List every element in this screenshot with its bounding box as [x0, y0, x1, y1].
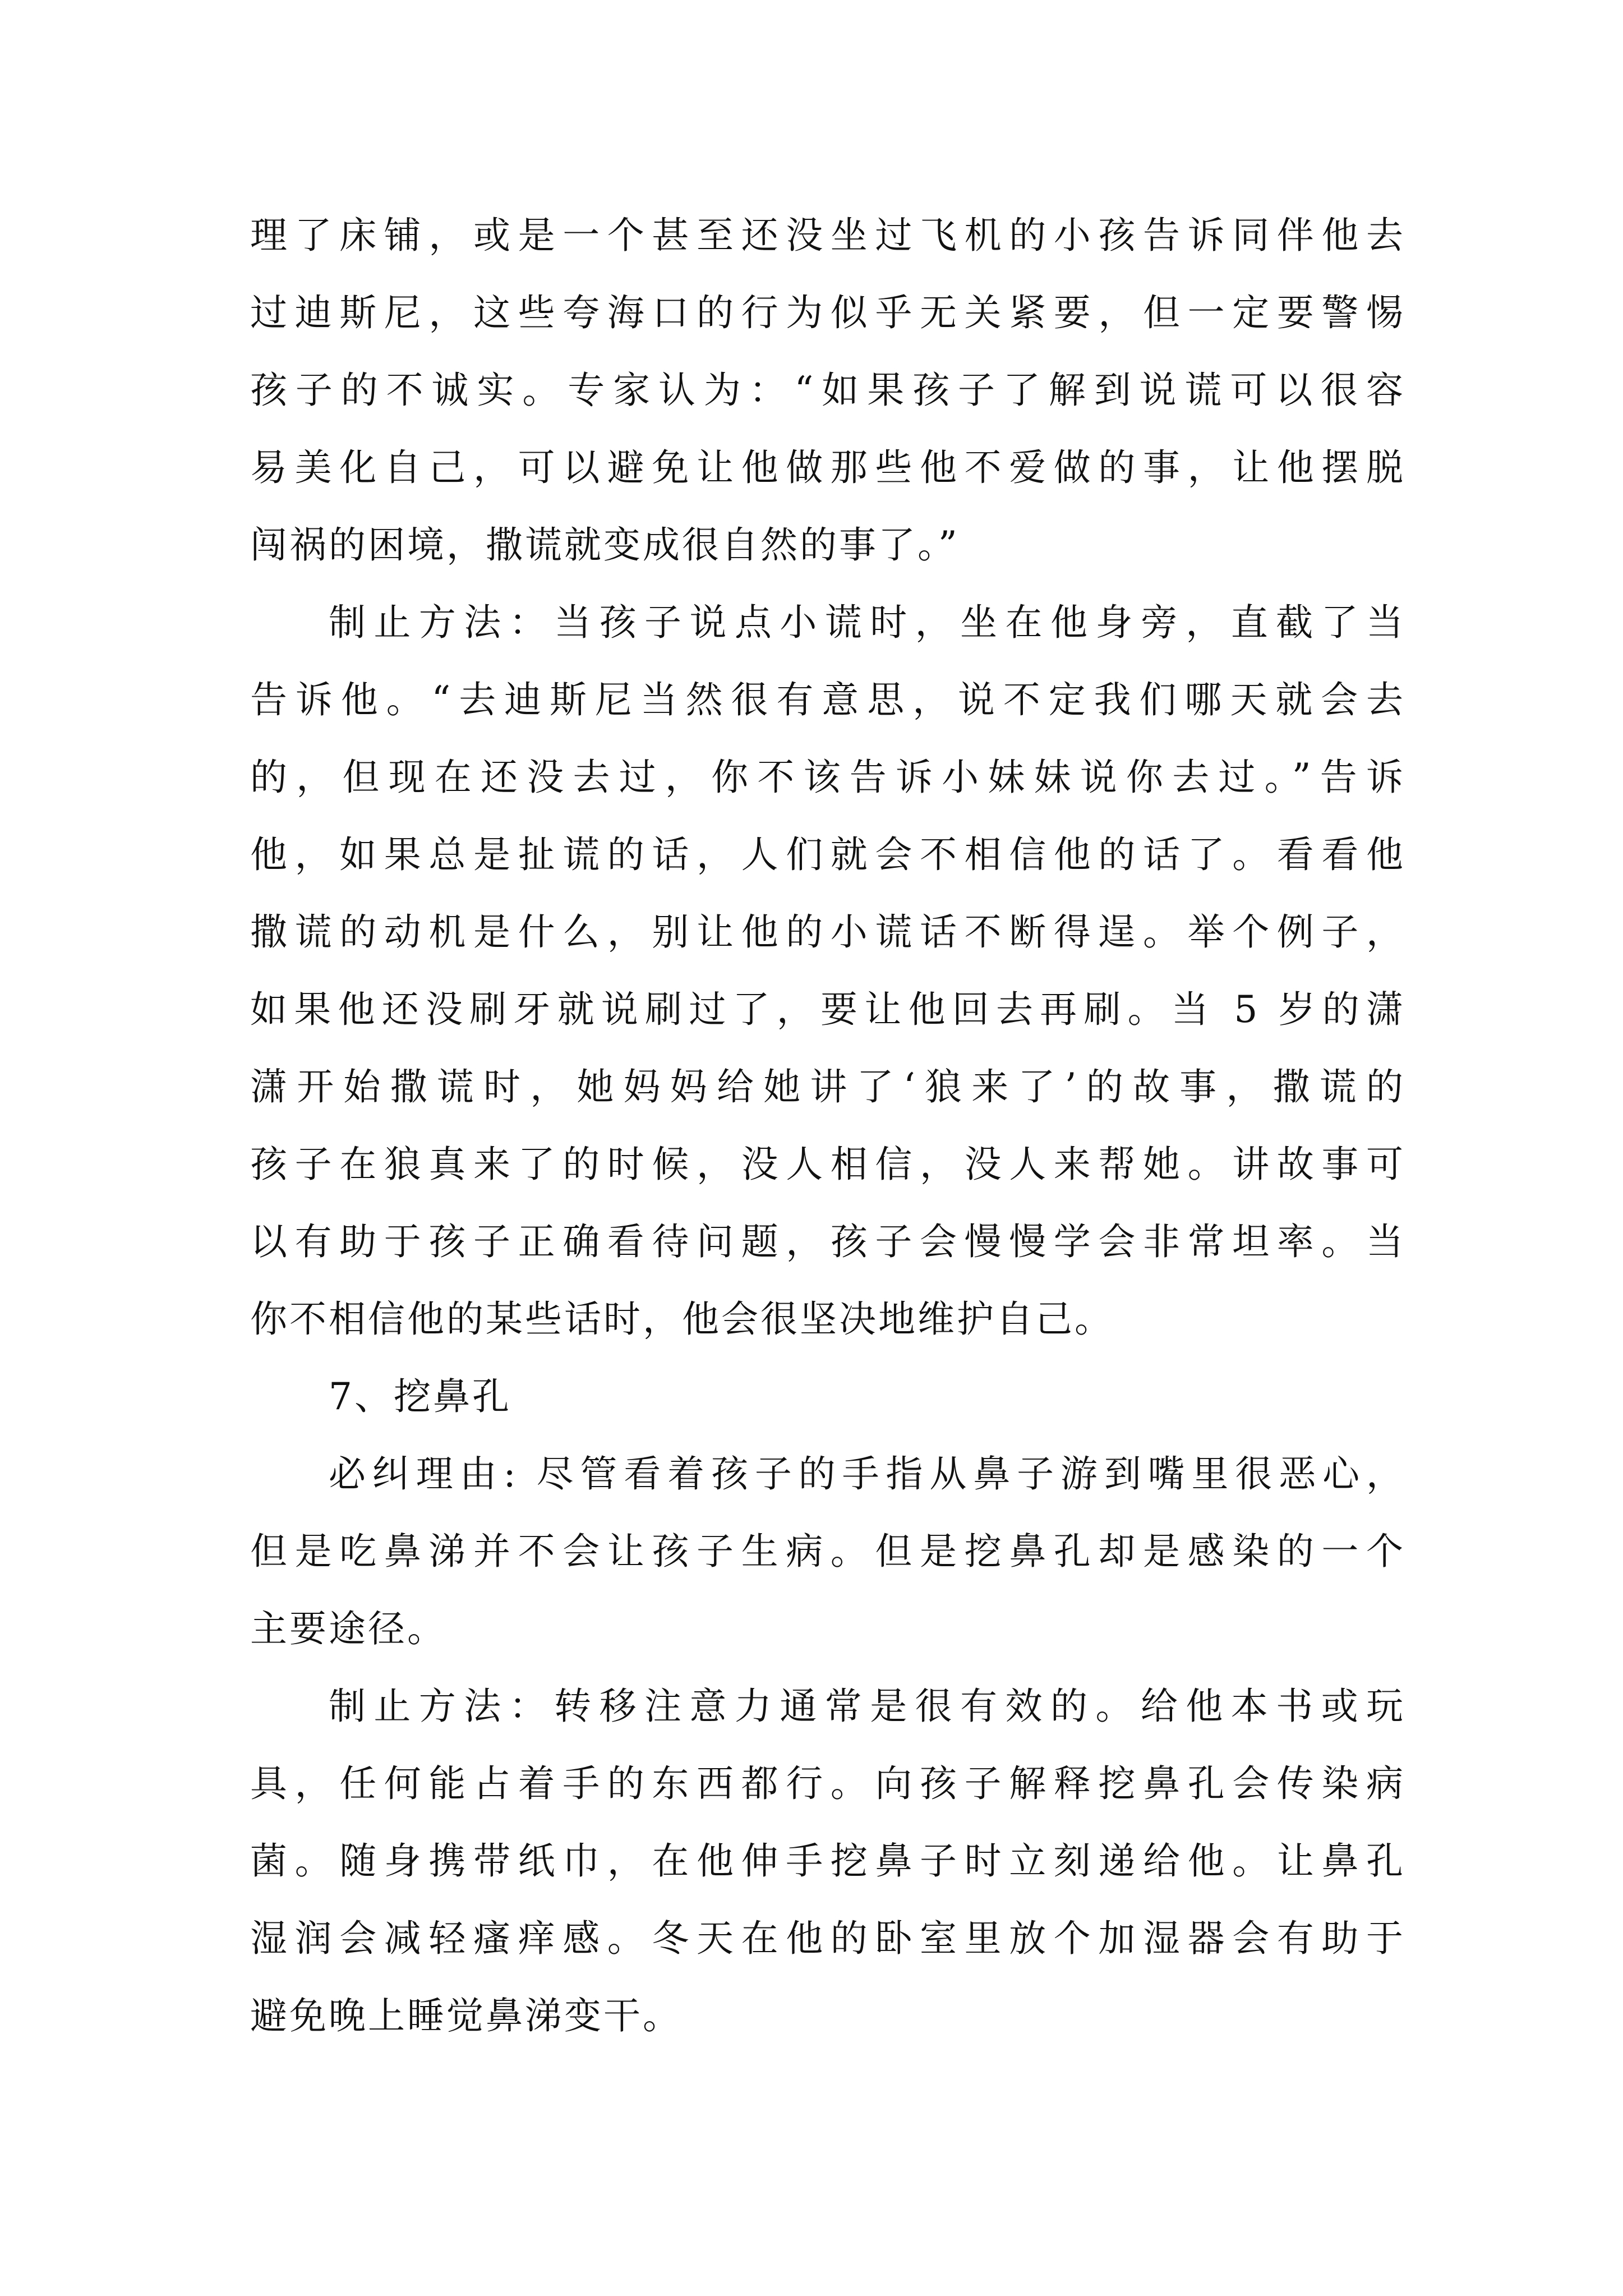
- text-line: 湿润会减轻瘙痒感。冬天在他的卧室里放个加湿器会有助于: [250, 1917, 1405, 1960]
- text-line: 告诉他。“去迪斯尼当然很有意思，说不定我们哪天就会去: [250, 678, 1405, 721]
- text-line: 过迪斯尼，这些夸海口的行为似乎无关紧要，但一定要警惕: [250, 291, 1405, 334]
- text-line: 的，但现在还没去过，你不该告诉小妹妹说你去过。”告诉: [250, 756, 1405, 799]
- text-line: 但是吃鼻涕并不会让孩子生病。但是挖鼻孔却是感染的一个: [250, 1530, 1405, 1573]
- text-line: 避免晚上睡觉鼻涕变干。: [250, 1994, 682, 2037]
- text-line: 制止方法：当孩子说点小谎时，坐在他身旁，直截了当: [329, 601, 1405, 644]
- section-heading: 7、挖鼻孔: [329, 1375, 511, 1418]
- text-line: 具，任何能占着手的东西都行。向孩子解释挖鼻孔会传染病: [250, 1762, 1405, 1805]
- text-line: 撒谎的动机是什么，别让他的小谎话不断得逞。举个例子，: [250, 910, 1405, 954]
- text-line: 闯祸的困境，撒谎就变成很自然的事了。”: [250, 523, 960, 567]
- text-line: 菌。随身携带纸巾，在他伸手挖鼻子时立刻递给他。让鼻孔: [250, 1839, 1405, 1883]
- text-line: 制止方法：转移注意力通常是很有效的。给他本书或玩: [329, 1685, 1405, 1728]
- text-line: 易美化自己，可以避免让他做那些他不爱做的事，让他摆脱: [250, 446, 1405, 489]
- text-line: 如果他还没刷牙就说刷过了，要让他回去再刷。当 5 岁的潇: [250, 988, 1405, 1031]
- text-line: 你不相信他的某些话时，他会很坚决地维护自己。: [250, 1297, 1114, 1341]
- text-line: 理了床铺，或是一个甚至还没坐过飞机的小孩告诉同伴他去: [250, 214, 1405, 257]
- text-line: 孩子的不诚实。专家认为：“如果孩子了解到说谎可以很容: [250, 369, 1405, 412]
- text-line: 他，如果总是扯谎的话，人们就会不相信他的话了。看看他: [250, 833, 1405, 876]
- text-line: 主要途径。: [250, 1607, 446, 1650]
- text-line: 以有助于孩子正确看待问题，孩子会慢慢学会非常坦率。当: [250, 1220, 1405, 1263]
- text-line: 必纠理由: 尽管看着孩子的手指从鼻子游到嘴里很恶心，: [329, 1452, 1405, 1496]
- text-line: 孩子在狼真来了的时候，没人相信，没人来帮她。讲故事可: [250, 1143, 1405, 1186]
- text-line: 潇开始撒谎时，她妈妈给她讲了‘狼来了’的故事，撒谎的: [250, 1065, 1405, 1108]
